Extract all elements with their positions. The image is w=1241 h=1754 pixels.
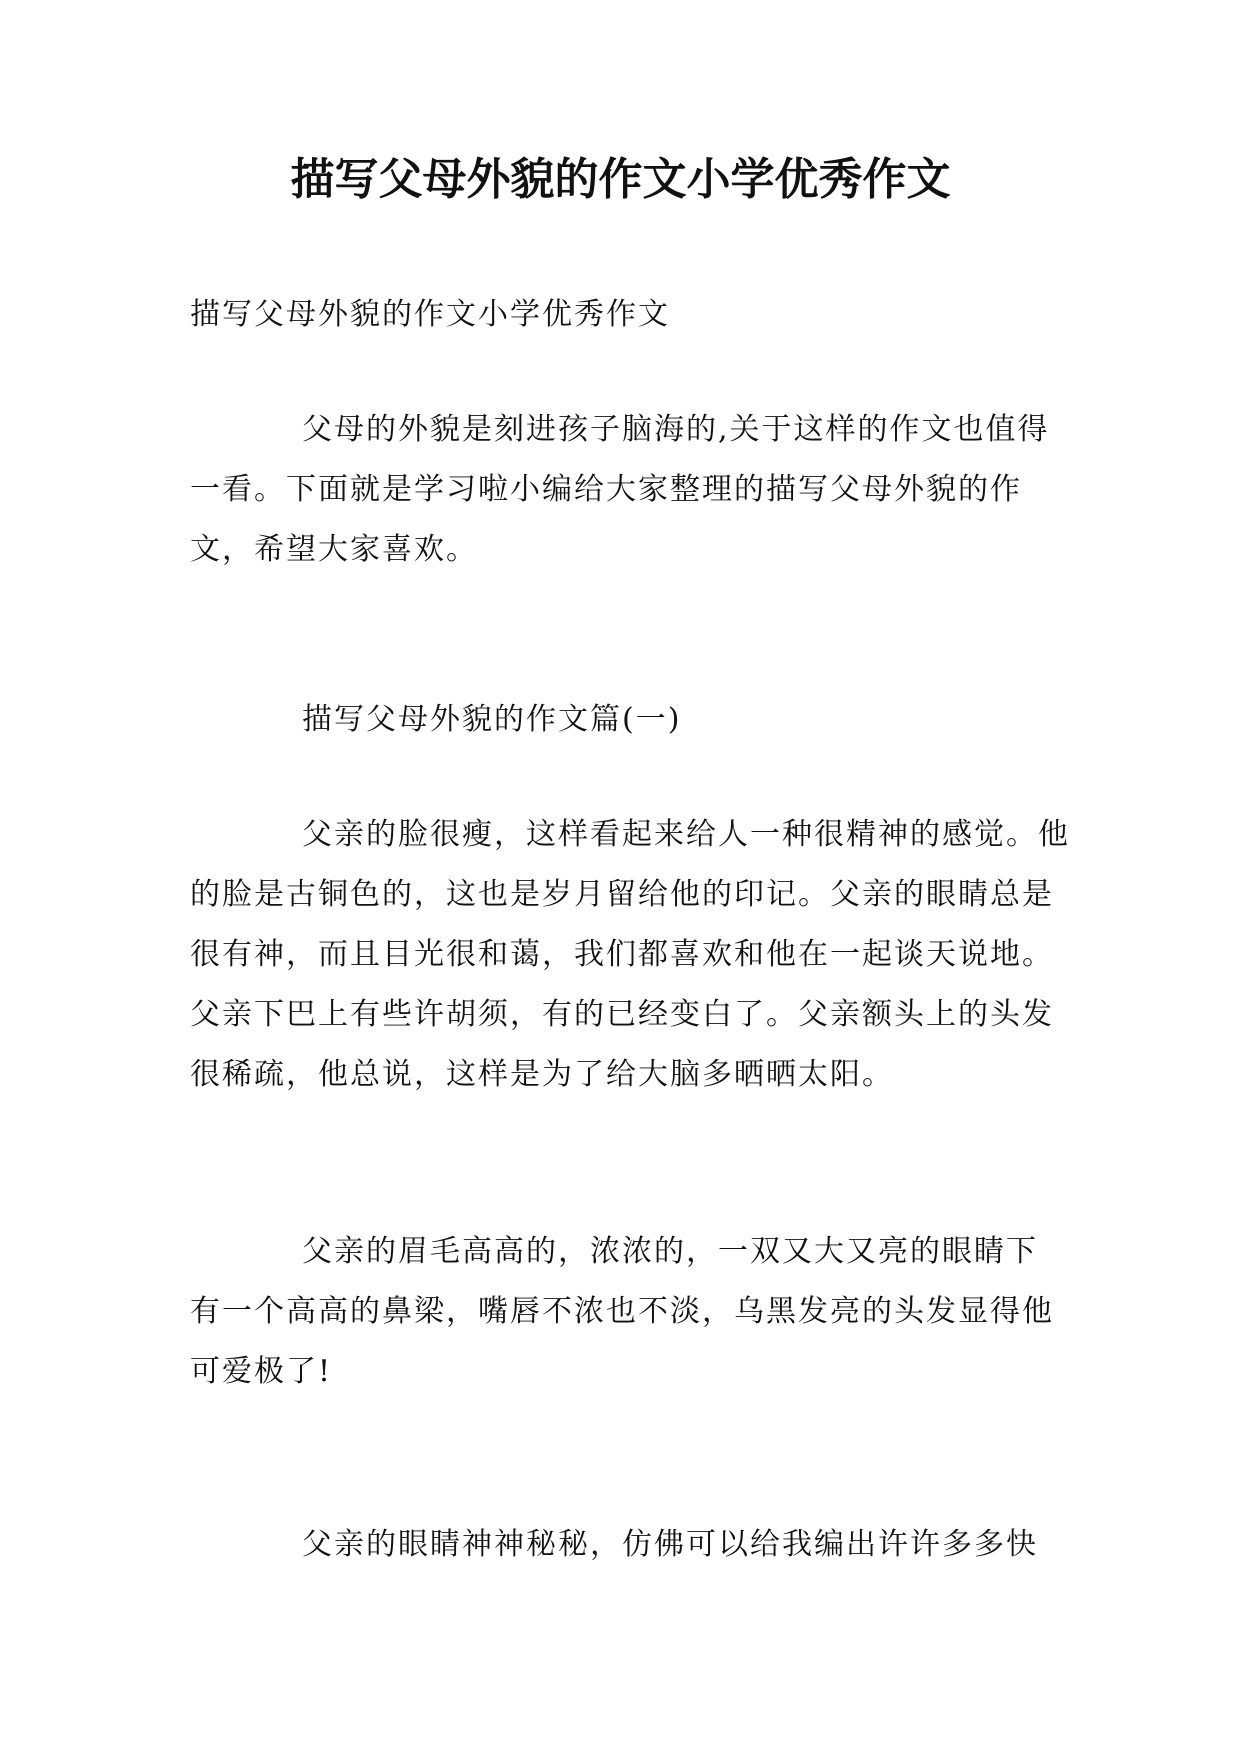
paragraph-1: 父亲的脸很瘦，这样看起来给人一种很精神的感觉。他的脸是古铜色的，这也是岁月留给他的印记。父亲的眼睛总是很有神，而且目光很和蔼，我们都喜欢和他在一起谈天说地。父亲下巴上有些许胡须，有的已经变白了。父亲额头上的头发很稀疏，他总说，这样是为了给大脑多晒晒太阳。 — [190, 817, 1070, 1092]
paragraph-3: 父亲的眼睛神神秘秘，仿佛可以给我编出许许多多快 — [302, 1527, 1038, 1562]
section-heading: 描写父母外貌的作文篇(一) — [302, 702, 682, 737]
paragraph-2: 父亲的眉毛高高的，浓浓的，一双又大又亮的眼睛下有一个高高的鼻梁，嘴唇不浓也不淡，乌黑发亮的头发显得他可爱极了! — [190, 1234, 1054, 1389]
document-subtitle: 描写父母外貌的作文小学优秀作文 — [190, 297, 670, 332]
document-title: 描写父母外貌的作文小学优秀作文 — [290, 154, 951, 205]
intro-paragraph: 父母的外貌是刻进孩子脑海的,关于这样的作文也值得一看。下面就是学习啦小编给大家整理的描写父母外貌的作文，希望大家喜欢。 — [190, 412, 1050, 567]
